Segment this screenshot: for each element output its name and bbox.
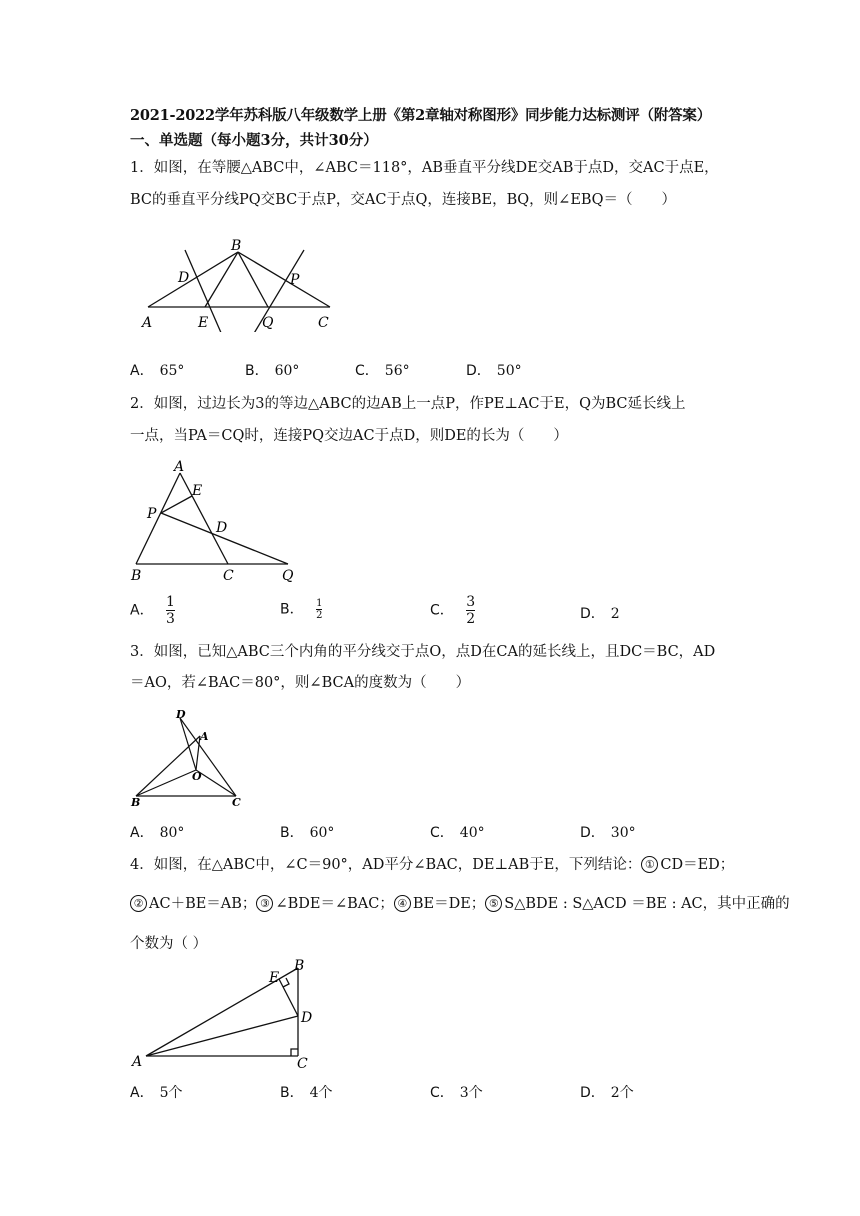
q1-option-c[interactable]: C． 56° [355,363,410,379]
q3-label-b: B [131,796,141,806]
q4-stem-line1: 4．如图，在△ABC中，∠C＝90°，AD平分∠BAC，DE⊥AB于E，下列结论： ① CD＝ED； [130,857,735,873]
document-title: 2021-2022学年苏科版八年级数学上册《第2章轴对称图形》同步能力达标测评（附答案） [130,107,712,124]
q1-label-d: D [178,270,190,286]
q4-circled-2: ② [130,895,147,912]
q2-option-c[interactable]: C． $\frac{3}{2}$ [430,594,476,627]
q3-segment-ba [136,736,200,796]
q4-circled-3: ③ [256,895,273,912]
q1-option-a[interactable]: A． 65° [130,363,185,379]
q2-figure [128,458,308,583]
q4-option-d[interactable]: D． 2个 [580,1085,634,1101]
q1-label-q: Q [262,315,274,331]
q2-segment-ac [180,473,228,564]
q4-segment-ad [146,1016,298,1056]
q4-label-c: C [297,1056,308,1070]
q3-label-d: D [176,708,186,721]
q1-label-b: B [231,238,242,254]
q3-stem-line2: ＝AO，若∠BAC＝80°，则∠BCA的度数为（ ） [130,675,471,691]
q4-circled-1: ① [641,856,658,873]
q2-label-d: D [216,520,228,536]
q1-label-c: C [318,315,329,331]
q4-circled-5: ⑤ [485,895,502,912]
q2-option-a[interactable]: A． $\frac{1}{3}$ [130,594,175,627]
q4-circled-4: ④ [394,895,411,912]
q3-segment-co [196,770,236,796]
q2-label-p: P [147,506,157,522]
q2-option-b-fraction: $\frac{1}{2}$ [316,598,323,621]
q4-label-b: B [294,958,305,974]
q1-label-a: A [142,315,153,331]
q3-stem-line1: 3．如图，已知△ABC三个内角的平分线交于点O，点D在CA的延长线上，且DC＝BC，AD [130,644,716,660]
q2-label-c: C [223,568,234,583]
q4-option-a[interactable]: A． 5个 [130,1085,183,1101]
q3-segment-bo [136,770,196,796]
q2-label-a: A [174,459,185,475]
q3-option-d[interactable]: D． 30° [580,825,636,841]
q1-figure [130,232,350,332]
q1-segment-bc [238,252,330,307]
q1-stem-line1: 1．如图，在等腰△ABC中，∠ABC＝118°，AB垂直平分线DE交AB于点D，交AC于点E， [130,160,719,176]
q1-segment-ab [148,252,238,307]
q2-stem-line1: 2．如图，过边长为3的等边△ABC的边AB上一点P，作PE⊥AC于E，Q为BC延长线上 [130,396,686,412]
q4-stem-line3: 个数为（ ） [130,936,208,952]
q1-label-p: P [290,272,300,288]
q2-segment-pe [161,496,192,513]
section-heading: 一、单选题（每小题3分，共计30分） [130,132,378,149]
q2-label-q: Q [282,568,294,583]
q4-option-c[interactable]: C． 3个 [430,1085,483,1101]
q4-label-d: D [301,1010,313,1026]
q1-segment-be [205,252,238,307]
q2-label-e: E [192,483,203,499]
q4-stem-line2: ② AC＋BE＝AB； ③ ∠BDE＝∠BAC； ④ BE＝DE； ⑤ S△BDE : S△ACD ＝BE : AC，其中正确的 [130,894,790,914]
q2-option-d[interactable]: D． 2 [580,606,620,622]
q1-stem-line2: BC的垂直平分线PQ交BC于点P，交AC于点Q，连接BE，BQ，则∠EBQ＝（ ） [130,192,676,208]
q3-option-a[interactable]: A． 80° [130,825,185,841]
q2-option-c-fraction: $\frac{3}{2}$ [466,594,476,627]
q4-label-a: A [132,1054,143,1070]
q3-segment-do [180,718,196,770]
q3-label-o: O [192,770,202,783]
q3-option-b[interactable]: B． 60° [280,825,335,841]
q3-label-c: C [232,796,241,806]
q4-figure [128,958,328,1070]
q3-label-a: A [200,730,209,743]
q2-option-a-fraction: $\frac{1}{3}$ [166,594,175,627]
q3-figure [128,706,248,806]
q1-option-b[interactable]: B． 60° [245,363,300,379]
q1-label-e: E [198,315,209,331]
q1-bisector-pq [253,250,304,332]
q2-stem-line2: 一点，当PA＝CQ时，连接PQ交边AC于点D，则DE的长为（ ） [130,428,568,444]
q4-label-e: E [269,970,280,986]
q4-right-angle-c [291,1049,298,1056]
q1-option-d[interactable]: D． 50° [466,363,522,379]
q4-option-b[interactable]: B． 4个 [280,1085,333,1101]
q3-option-c[interactable]: C． 40° [430,825,485,841]
q2-option-b[interactable]: B． $\frac{1}{2}$ [280,598,323,621]
q4-right-angle-e [283,978,289,987]
q2-label-b: B [131,568,142,583]
